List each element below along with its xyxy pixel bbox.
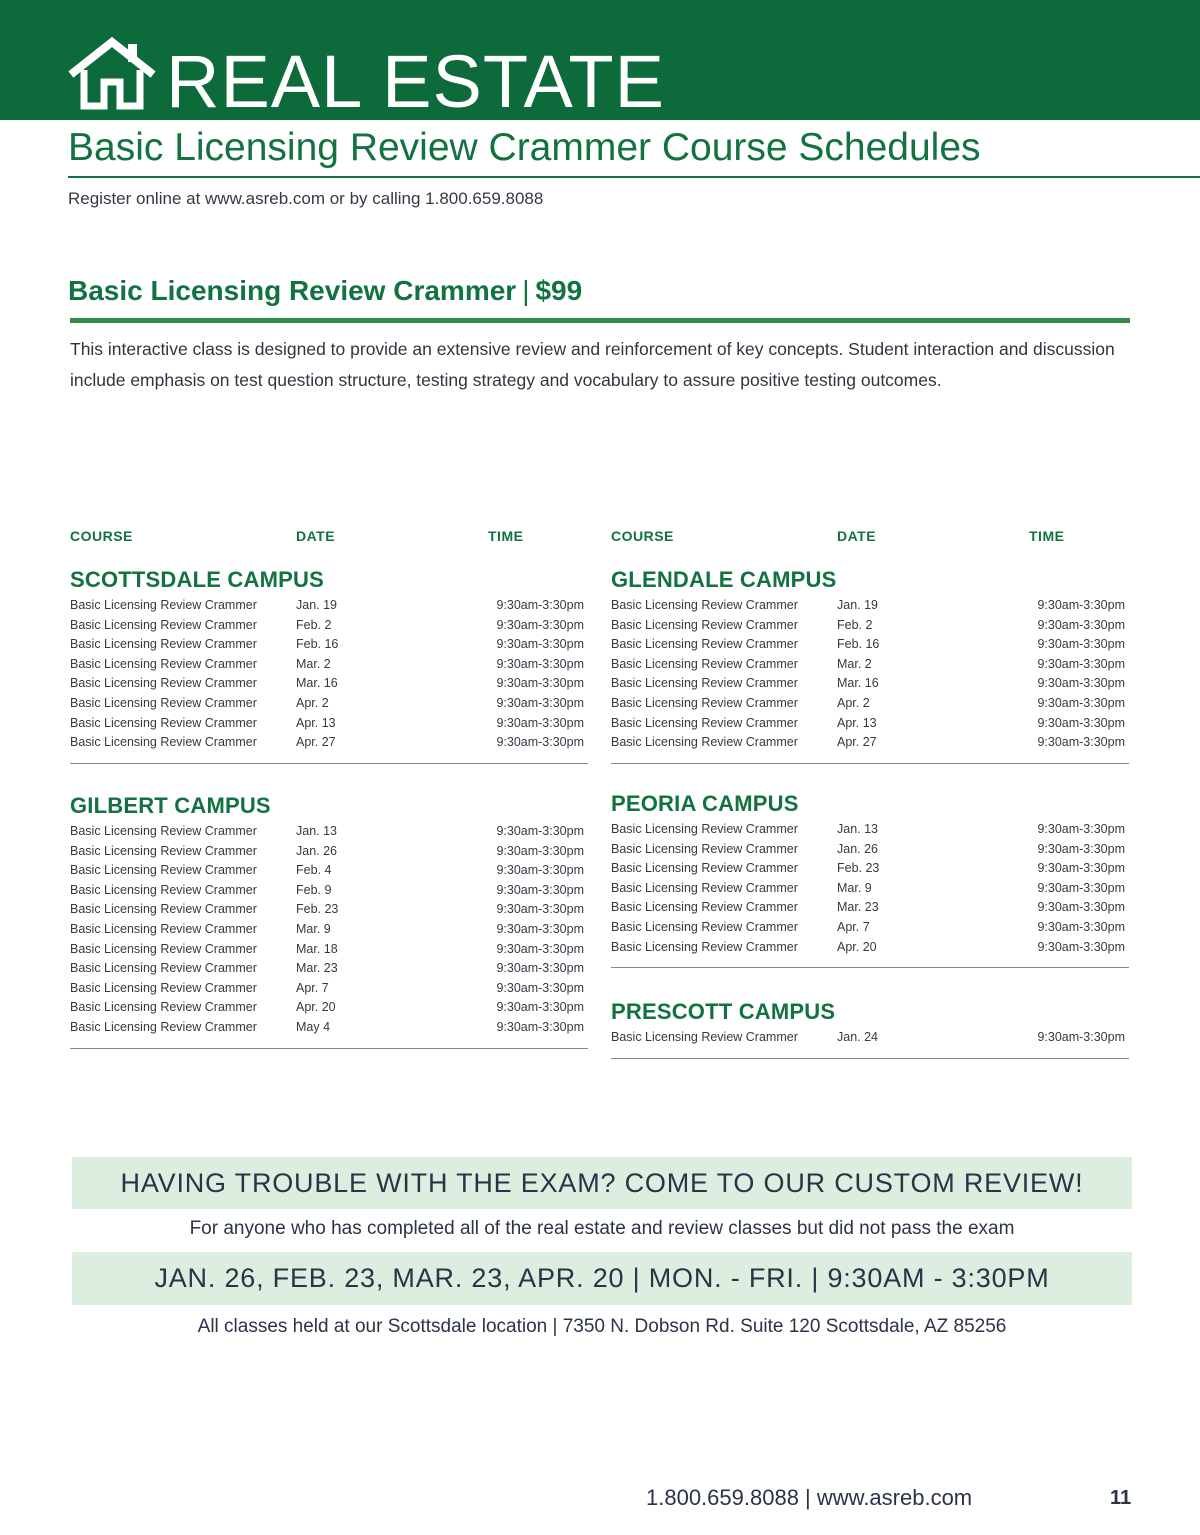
session-time: 9:30am-3:30pm: [496, 598, 584, 612]
session-time: 9:30am-3:30pm: [1037, 861, 1125, 876]
session-row: [70, 863, 588, 883]
session-date: Feb. 16: [837, 637, 880, 652]
session-time: 9:30am-3:30pm: [496, 902, 584, 917]
course-separator: |: [522, 275, 530, 306]
page-number: 11: [1110, 1487, 1132, 1509]
session-row: [70, 824, 588, 844]
session-list: [70, 824, 588, 1040]
session-time: 9:30am-3:30pm: [496, 980, 584, 995]
session-course: Basic Licensing Review Crammer: [70, 921, 257, 936]
session-date: Jan. 19: [837, 598, 879, 612]
session-time: 9:30am-3:30pm: [496, 961, 584, 976]
session-row: [611, 900, 1129, 920]
campus-gilbert: [70, 792, 588, 1049]
campus-glendale: [611, 566, 1129, 764]
session-time: 9:30am-3:30pm: [1037, 695, 1125, 710]
session-row: [611, 676, 1129, 696]
session-list: [70, 598, 588, 755]
session-course: Basic Licensing Review Crammer: [70, 1000, 257, 1015]
session-course: Basic Licensing Review Crammer: [611, 861, 798, 876]
session-row: [70, 844, 588, 864]
session-row: [611, 861, 1129, 881]
session-date: Feb. 2: [296, 617, 332, 632]
session-course: Basic Licensing Review Crammer: [611, 676, 798, 691]
session-time: 9:30am-3:30pm: [496, 695, 584, 710]
session-row: [611, 637, 1129, 657]
session-course: Basic Licensing Review Crammer: [611, 637, 798, 652]
session-course: Basic Licensing Review Crammer: [70, 735, 257, 750]
session-time: 9:30am-3:30pm: [496, 656, 584, 671]
session-row: [611, 842, 1129, 862]
house-icon: [68, 36, 156, 110]
promo-dates-band: [72, 1252, 1132, 1305]
session-date: Apr. 7: [837, 919, 870, 934]
session-row: [70, 676, 588, 696]
session-course: Basic Licensing Review Crammer: [70, 863, 257, 878]
promo-dates: JAN. 26, FEB. 23, MAR. 23, APR. 20 | MON. - FRI. | 9:30AM - 3:30PM: [154, 1263, 1050, 1293]
session-row: [70, 735, 588, 755]
session-course: Basic Licensing Review Crammer: [611, 617, 798, 632]
session-course: Basic Licensing Review Crammer: [611, 841, 798, 856]
session-date: Feb. 9: [296, 882, 332, 897]
session-course: Basic Licensing Review Crammer: [611, 939, 798, 954]
session-course: Basic Licensing Review Crammer: [611, 735, 798, 750]
session-time: 9:30am-3:30pm: [496, 1000, 584, 1015]
footer-contact: 1.800.659.8088 | www.asreb.com: [646, 1485, 973, 1510]
session-date: Jan. 26: [837, 841, 879, 856]
session-course: Basic Licensing Review Crammer: [70, 941, 257, 956]
subtitle-divider: [68, 176, 1200, 178]
campus-divider: [611, 1058, 1129, 1059]
column-header-time: TIME: [1029, 528, 1065, 544]
session-course: Basic Licensing Review Crammer: [611, 656, 798, 671]
session-time: 9:30am-3:30pm: [496, 735, 584, 750]
session-time: 9:30am-3:30pm: [1037, 919, 1125, 934]
session-time: 9:30am-3:30pm: [1037, 900, 1125, 915]
session-date: Apr. 13: [837, 715, 877, 730]
session-time: 9:30am-3:30pm: [496, 676, 584, 691]
session-course: Basic Licensing Review Crammer: [70, 1019, 257, 1034]
session-course: Basic Licensing Review Crammer: [70, 617, 257, 632]
session-row: [70, 618, 588, 638]
column-header-course: COURSE: [70, 528, 133, 544]
campus-divider: [611, 967, 1129, 968]
session-date: Mar. 23: [296, 961, 338, 976]
session-row: [70, 902, 588, 922]
campus-prescott: [611, 998, 1129, 1059]
session-date: Jan. 19: [296, 598, 338, 612]
session-row: [70, 716, 588, 736]
session-date: Jan. 13: [837, 822, 879, 836]
session-row: [70, 922, 588, 942]
session-course: Basic Licensing Review Crammer: [70, 902, 257, 917]
page-title: REAL ESTATE: [166, 40, 665, 123]
session-time: 9:30am-3:30pm: [496, 843, 584, 858]
course-price: $99: [535, 275, 583, 306]
session-row: [611, 940, 1129, 960]
session-date: Apr. 13: [296, 715, 336, 730]
column-header-date: DATE: [296, 528, 336, 544]
session-time: 9:30am-3:30pm: [1037, 1030, 1125, 1044]
session-date: Jan. 26: [296, 843, 338, 858]
session-time: 9:30am-3:30pm: [1037, 822, 1125, 836]
promo-headline-band: [72, 1157, 1132, 1209]
column-headers: [70, 528, 588, 548]
session-date: Mar. 2: [837, 656, 872, 671]
session-course: Basic Licensing Review Crammer: [70, 656, 257, 671]
session-date: Jan. 24: [837, 1030, 879, 1044]
session-row: [70, 598, 588, 618]
session-date: Feb. 23: [837, 861, 880, 876]
session-course: Basic Licensing Review Crammer: [611, 822, 798, 836]
session-course: Basic Licensing Review Crammer: [70, 598, 257, 612]
session-course: Basic Licensing Review Crammer: [70, 980, 257, 995]
session-row: [611, 881, 1129, 901]
page-subtitle: Basic Licensing Review Crammer Course Schedules: [68, 126, 981, 169]
session-time: 9:30am-3:30pm: [1037, 656, 1125, 671]
campus-name: SCOTTSDALE CAMPUS: [70, 567, 324, 592]
session-date: Mar. 23: [837, 900, 879, 915]
column-header-date: DATE: [837, 528, 877, 544]
session-row: [611, 920, 1129, 940]
promo-location: All classes held at our Scottsdale location | 7350 N. Dobson Rd. Suite 120 Scottsdale, AZ 85256: [197, 1316, 1007, 1337]
session-course: Basic Licensing Review Crammer: [70, 824, 257, 838]
session-time: 9:30am-3:30pm: [1037, 841, 1125, 856]
campus-divider: [70, 1048, 588, 1049]
session-row: [70, 657, 588, 677]
session-time: 9:30am-3:30pm: [1037, 617, 1125, 632]
session-course: Basic Licensing Review Crammer: [611, 900, 798, 915]
session-time: 9:30am-3:30pm: [496, 863, 584, 878]
session-date: Mar. 2: [296, 656, 331, 671]
course-divider: [70, 318, 1130, 323]
session-date: Feb. 23: [296, 902, 339, 917]
register-line: Register online at www.asreb.com or by calling 1.800.659.8088: [68, 189, 544, 208]
session-time: 9:30am-3:30pm: [1037, 880, 1125, 895]
promo-subline: For anyone who has completed all of the real estate and review classes but did not pass the exam: [189, 1218, 1015, 1239]
column-header-course: COURSE: [611, 528, 674, 544]
session-time: 9:30am-3:30pm: [496, 715, 584, 730]
session-row: [611, 1030, 1129, 1050]
session-date: Mar. 18: [296, 941, 338, 956]
campus-name: GILBERT CAMPUS: [70, 793, 271, 818]
session-date: Mar. 9: [837, 880, 872, 895]
session-course: Basic Licensing Review Crammer: [70, 676, 257, 691]
session-row: [611, 735, 1129, 755]
session-row: [70, 1000, 588, 1020]
session-time: 9:30am-3:30pm: [496, 921, 584, 936]
session-list: [611, 822, 1129, 959]
session-row: [70, 942, 588, 962]
session-list: [611, 1030, 1129, 1050]
session-course: Basic Licensing Review Crammer: [611, 919, 798, 934]
session-course: Basic Licensing Review Crammer: [70, 882, 257, 897]
session-course: Basic Licensing Review Crammer: [70, 695, 257, 710]
session-date: Mar. 16: [837, 676, 879, 691]
session-time: 9:30am-3:30pm: [1037, 598, 1125, 612]
session-time: 9:30am-3:30pm: [496, 824, 584, 838]
session-date: Apr. 20: [296, 1000, 336, 1015]
session-date: Feb. 2: [837, 617, 873, 632]
course-name: Basic Licensing Review Crammer: [68, 275, 517, 306]
campus-name: GLENDALE CAMPUS: [611, 567, 837, 592]
campus-name: PEORIA CAMPUS: [611, 791, 799, 816]
session-date: May 4: [296, 1019, 331, 1034]
session-date: Apr. 2: [296, 695, 329, 710]
session-row: [70, 981, 588, 1001]
session-date: Apr. 27: [837, 735, 877, 750]
session-row: [70, 1020, 588, 1040]
session-time: 9:30am-3:30pm: [1037, 715, 1125, 730]
course-description: This interactive class is designed to provide an extensive review and reinforcement of key concepts. Student interaction and discussion include emphasis on test question structure, testing strategy and vocabulary to assure positive testing outcomes.: [70, 339, 1115, 390]
session-row: [70, 883, 588, 903]
campus-name: PRESCOTT CAMPUS: [611, 999, 836, 1024]
session-row: [611, 598, 1129, 618]
session-row: [611, 716, 1129, 736]
session-date: Mar. 16: [296, 676, 338, 691]
session-time: 9:30am-3:30pm: [496, 1019, 584, 1034]
session-course: Basic Licensing Review Crammer: [611, 880, 798, 895]
session-course: Basic Licensing Review Crammer: [70, 961, 257, 976]
session-time: 9:30am-3:30pm: [1037, 637, 1125, 652]
column-headers: [611, 528, 1129, 548]
session-course: Basic Licensing Review Crammer: [70, 843, 257, 858]
session-course: Basic Licensing Review Crammer: [611, 598, 798, 612]
session-course: Basic Licensing Review Crammer: [611, 715, 798, 730]
schedule-column-right: [611, 528, 1129, 1044]
campus-scottsdale: [70, 566, 588, 764]
session-time: 9:30am-3:30pm: [1037, 676, 1125, 691]
session-date: Feb. 16: [296, 637, 339, 652]
column-header-time: TIME: [488, 528, 524, 544]
session-course: Basic Licensing Review Crammer: [611, 695, 798, 710]
session-time: 9:30am-3:30pm: [1037, 939, 1125, 954]
header-band: [0, 0, 1200, 123]
session-time: 9:30am-3:30pm: [496, 941, 584, 956]
promo-headline: HAVING TROUBLE WITH THE EXAM? COME TO OUR CUSTOM REVIEW!: [120, 1168, 1084, 1198]
session-row: [611, 696, 1129, 716]
session-row: [611, 618, 1129, 638]
session-date: Apr. 7: [296, 980, 329, 995]
session-date: Apr. 20: [837, 939, 877, 954]
session-row: [611, 822, 1129, 842]
session-course: Basic Licensing Review Crammer: [70, 637, 257, 652]
session-time: 9:30am-3:30pm: [496, 882, 584, 897]
session-time: 9:30am-3:30pm: [1037, 735, 1125, 750]
schedule-column-left: [70, 528, 588, 1034]
session-time: 9:30am-3:30pm: [496, 637, 584, 652]
campus-divider: [611, 763, 1129, 764]
session-course: Basic Licensing Review Crammer: [70, 715, 257, 730]
session-list: [611, 598, 1129, 755]
session-date: Apr. 2: [837, 695, 870, 710]
session-row: [70, 637, 588, 657]
session-date: Feb. 4: [296, 863, 332, 878]
session-course: Basic Licensing Review Crammer: [611, 1030, 798, 1044]
session-row: [611, 657, 1129, 677]
session-date: Apr. 27: [296, 735, 336, 750]
session-time: 9:30am-3:30pm: [496, 617, 584, 632]
campus-peoria: [611, 790, 1129, 968]
course-heading: [68, 274, 582, 308]
session-row: [70, 696, 588, 716]
session-date: Mar. 9: [296, 921, 331, 936]
session-date: Jan. 13: [296, 824, 338, 838]
session-row: [70, 961, 588, 981]
campus-divider: [70, 763, 588, 764]
